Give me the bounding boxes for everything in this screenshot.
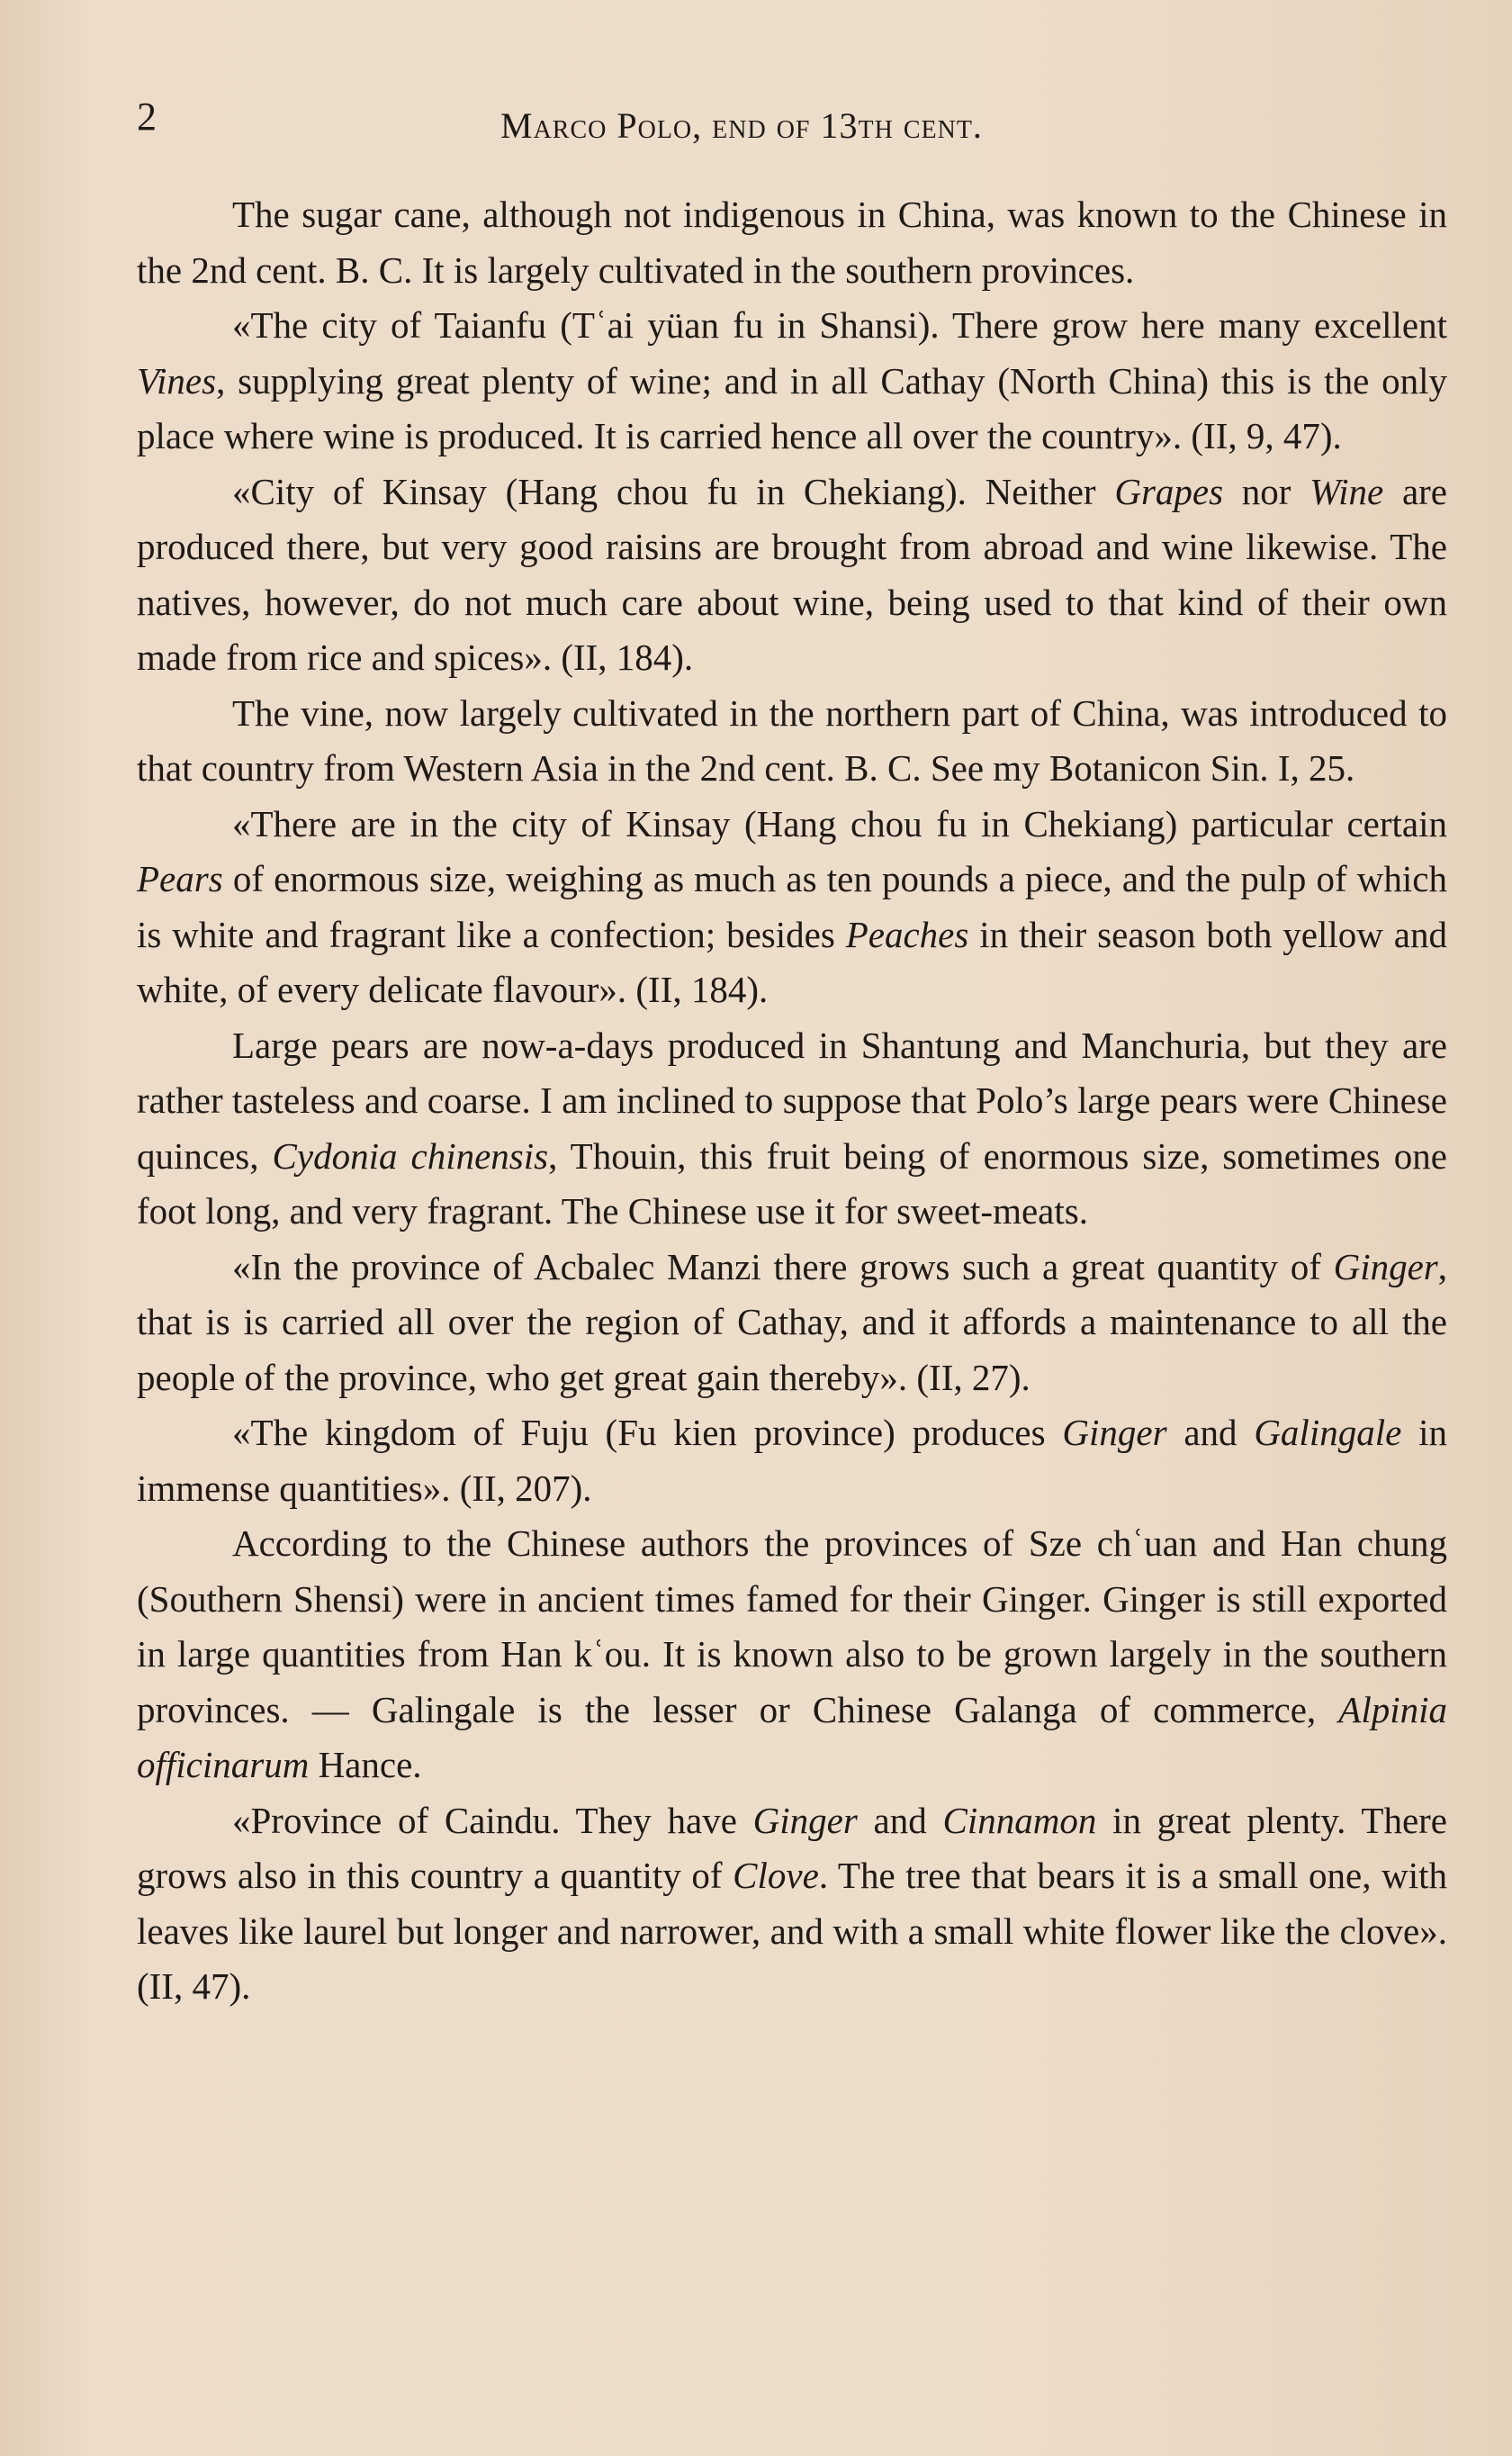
paragraph bbox=[137, 465, 1447, 686]
text-run: The sugar cane, although not indigenous in China, was known to the Chinese in the 2nd cent. B. C. It is largely cultivated in the southern provinces. bbox=[137, 194, 1447, 291]
italic-term: Peaches bbox=[845, 913, 969, 955]
text-run: of enormous size, weighing as much as ten pounds a piece, and the pulp of which is white and fragrant like a confection; besides bbox=[137, 858, 1447, 955]
paragraph bbox=[137, 797, 1447, 1018]
text-run: are produced there, but very good raisins are brought from abroad and wine likewise. The natives, however, do not much care about wine, being used to that kind of their own made from rice and spices». (II, 184). bbox=[137, 470, 1447, 678]
text-run: «Province of Caindu. They have bbox=[232, 1799, 753, 1841]
italic-term: Clove bbox=[733, 1855, 819, 1896]
italic-term: Galingale bbox=[1254, 1412, 1402, 1453]
text-run: and bbox=[1166, 1412, 1255, 1453]
paragraph bbox=[137, 686, 1447, 797]
text-run: , Thouin, this fruit being of enormous size, sometimes one foot long, and very fragrant. The Chinese use it for sweet-meats. bbox=[137, 1134, 1448, 1232]
italic-term: Vines bbox=[137, 359, 217, 402]
italic-term: Alpinia officinarum bbox=[137, 1688, 1447, 1785]
text-run: in great plenty. There grows also in this country a quantity of bbox=[137, 1799, 1447, 1896]
text-run: and bbox=[857, 1799, 943, 1841]
italic-term: Wine bbox=[1310, 470, 1384, 512]
italic-term: Cydonia chinensis bbox=[272, 1134, 549, 1177]
text-run: «In the province of Acbalec Manzi there grows such a great quantity of bbox=[232, 1245, 1334, 1287]
text-run: , supplying great plenty of wine; and in all Cathay (North China) this is the only place where wine is produced. It is carried hence all over the country». (II, 9, 47). bbox=[137, 359, 1447, 456]
paragraph bbox=[137, 1240, 1447, 1406]
text-run: According to the Chinese authors the provinces of Sze chʿuan and Han chung (Southern Shensi) were in ancient times famed for their Ginger. Ginger is still exported in large quantities from Han kʿou. It is known also to be grown largely in the southern provinces. — Galingale is the lesser or Chinese Galanga of commerce, bbox=[137, 1522, 1447, 1730]
paragraph bbox=[137, 187, 1447, 298]
italic-term: Cinnamon bbox=[942, 1799, 1097, 1841]
page-body bbox=[137, 187, 1447, 2015]
text-run: The vine, now largely cultivated in the northern part of China, was introduced to that country from Western Asia in the 2nd cent. B. C. See my Botanicon Sin. I, 25. bbox=[137, 691, 1447, 789]
page-number: 2 bbox=[137, 95, 157, 139]
paragraph bbox=[137, 298, 1447, 465]
text-run: «The kingdom of Fuju (Fu kien province) produces bbox=[232, 1412, 1063, 1453]
italic-term: Ginger bbox=[752, 1799, 858, 1841]
text-run: Hance. bbox=[309, 1744, 422, 1785]
paragraph bbox=[137, 1405, 1447, 1516]
italic-term: Grapes bbox=[1114, 470, 1224, 512]
text-run: nor bbox=[1223, 470, 1310, 512]
running-title: Marco Polo, end of 13th cent. bbox=[500, 105, 983, 146]
text-run: . The tree that bears it is a small one, with leaves like laurel but longer and narrower, and with a small white flower like the clove». (II, 47). bbox=[137, 1855, 1447, 2007]
text-run: «The city of Taianfu (Tʿai yüan fu in Shansi). There grow here many excellent bbox=[232, 304, 1447, 346]
text-run: Large pears are now-a-days produced in Shantung and Manchuria, but they are rather tasteless and coarse. I am inclined to suppose that Polo’s large pears were Chinese quinces, bbox=[137, 1024, 1447, 1177]
paragraph bbox=[137, 1516, 1447, 1793]
text-run: «City of Kinsay (Hang chou fu in Chekiang). Neither bbox=[232, 470, 1115, 512]
italic-term: Pears bbox=[137, 858, 223, 899]
text-run: , that is is carried all over the region of Cathay, and it affords a maintenance to all the people of the province, who get great gain thereby». (II, 27). bbox=[137, 1245, 1447, 1398]
text-run: «There are in the city of Kinsay (Hang chou fu in Chekiang) particular certain bbox=[232, 802, 1447, 844]
paragraph bbox=[137, 1018, 1447, 1240]
text-run: in their season both yellow and white, of every delicate flavour». (II, 184). bbox=[137, 913, 1447, 1010]
italic-term: Ginger bbox=[1062, 1412, 1167, 1453]
paragraph bbox=[137, 1793, 1447, 2015]
text-run: in immense quantities». (II, 207). bbox=[137, 1412, 1447, 1509]
italic-term: Ginger bbox=[1333, 1245, 1438, 1287]
